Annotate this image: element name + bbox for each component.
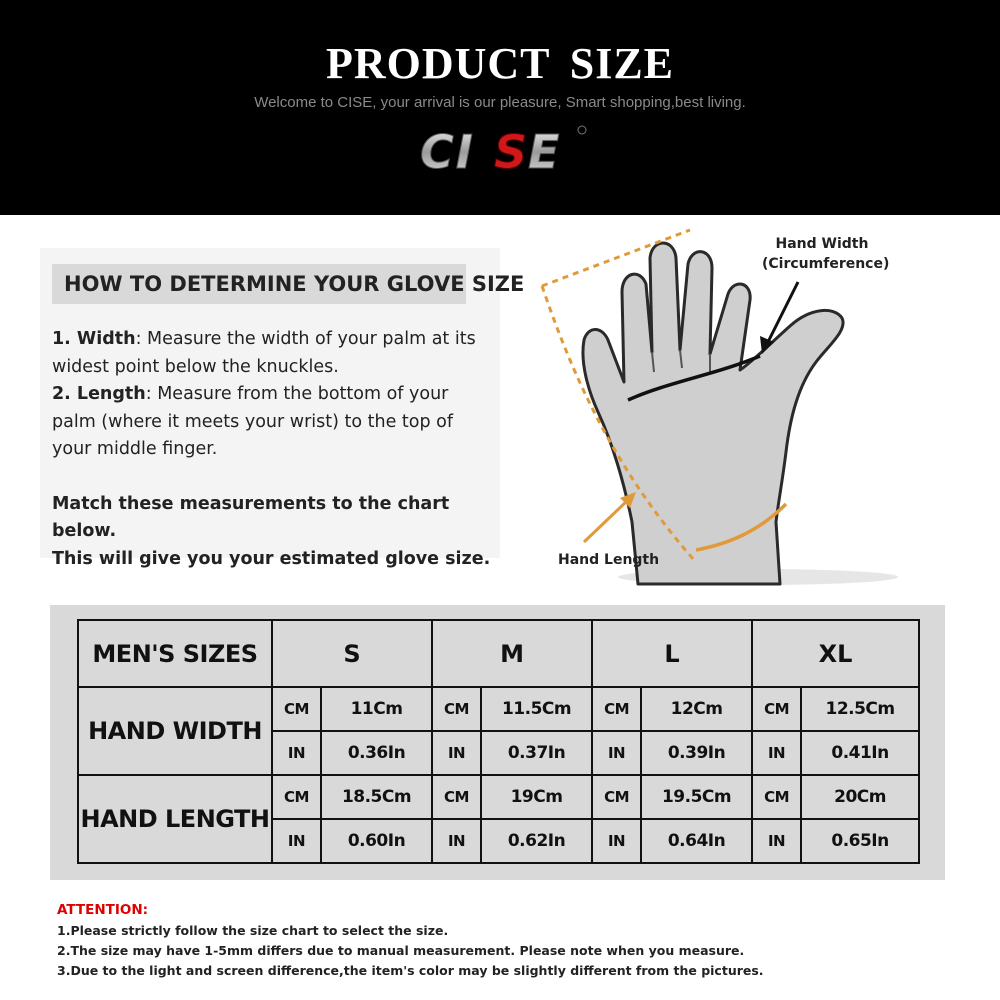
unit-cell: CM (592, 687, 641, 731)
hand-width-row-label: HAND WIDTH (78, 687, 272, 775)
unit-cell: IN (432, 731, 481, 775)
attention-note: 1.Please strictly follow the size chart to select the size. (57, 923, 449, 938)
attention-note: 2.The size may have 1-5mm differs due to manual measurement. Please note when you measure. (57, 943, 745, 958)
value-cell: 11.5Cm (481, 687, 592, 731)
hand-width-cm-row (78, 687, 919, 731)
value-cell: 12Cm (641, 687, 752, 731)
hand-length-label: Hand Length (558, 552, 660, 568)
value-cell: 0.36In (321, 731, 432, 775)
unit-cell: IN (752, 731, 801, 775)
cise-logo (416, 122, 596, 182)
value-cell: 0.65In (801, 819, 919, 863)
width-text: : Measure the width of your palm at its widest point below the knuckles. (52, 329, 476, 377)
size-header-row (78, 620, 919, 687)
value-cell: 0.37In (481, 731, 592, 775)
instructions-heading: HOW TO DETERMINE YOUR GLOVE SIZE (52, 264, 466, 304)
hand-width-label (762, 234, 890, 274)
size-m-header: M (432, 620, 592, 687)
svg-text:E: E (528, 125, 560, 179)
unit-cell: IN (272, 731, 321, 775)
value-cell: 0.64In (641, 819, 752, 863)
value-cell: 0.62In (481, 819, 592, 863)
attention-note: 3.Due to the light and screen difference,the item's color may be slightly different from the pictures. (57, 963, 764, 978)
hand-width-label-line-1: Hand Width (775, 236, 869, 252)
unit-cell: CM (432, 687, 481, 731)
length-label: 2. Length (52, 384, 146, 404)
value-cell: 12.5Cm (801, 687, 919, 731)
value-cell: 0.41In (801, 731, 919, 775)
svg-text:S: S (494, 125, 528, 179)
width-instruction (52, 326, 492, 381)
hand-length-row-label: HAND LENGTH (78, 775, 272, 863)
instructions-text (52, 326, 492, 573)
match-line-1: Match these measurements to the chart below. (52, 493, 450, 541)
hand-length-cm-row (78, 775, 919, 819)
mens-sizes-header: MEN'S SIZES (78, 620, 272, 687)
hand-illustration (528, 222, 908, 592)
unit-cell: CM (272, 775, 321, 819)
value-cell: 19.5Cm (641, 775, 752, 819)
width-label: 1. Width (52, 329, 136, 349)
unit-cell: CM (432, 775, 481, 819)
length-text: : Measure from the bottom of your palm (where it meets your wrist) to the top of your middle finger. (52, 384, 454, 459)
length-instruction (52, 381, 492, 464)
value-cell: 0.39In (641, 731, 752, 775)
match-line-2: This will give you your estimated glove size. (52, 548, 491, 569)
size-chart-table (77, 619, 920, 864)
page-title: PRODUCT SIZE (325, 39, 675, 88)
value-cell: 19Cm (481, 775, 592, 819)
svg-text:CI: CI (420, 125, 475, 179)
value-cell: 0.60In (321, 819, 432, 863)
unit-cell: IN (432, 819, 481, 863)
unit-cell: CM (272, 687, 321, 731)
unit-cell: CM (592, 775, 641, 819)
hand-shape (583, 243, 843, 584)
size-s-header: S (272, 620, 432, 687)
value-cell: 11Cm (321, 687, 432, 731)
attention-title: ATTENTION: (57, 902, 149, 918)
value-cell: 18.5Cm (321, 775, 432, 819)
size-l-header: L (592, 620, 752, 687)
header-banner (0, 0, 1000, 215)
unit-cell: CM (752, 775, 801, 819)
size-xl-header: XL (752, 620, 919, 687)
page-subtitle: Welcome to CISE, your arrival is our pleasure, Smart shopping,best living. (254, 94, 746, 111)
hand-width-label-line-2: (Circumference) (762, 256, 890, 272)
value-cell: 20Cm (801, 775, 919, 819)
unit-cell: CM (752, 687, 801, 731)
unit-cell: IN (592, 819, 641, 863)
unit-cell: IN (272, 819, 321, 863)
unit-cell: IN (592, 731, 641, 775)
unit-cell: IN (752, 819, 801, 863)
attention-notes (57, 921, 957, 981)
